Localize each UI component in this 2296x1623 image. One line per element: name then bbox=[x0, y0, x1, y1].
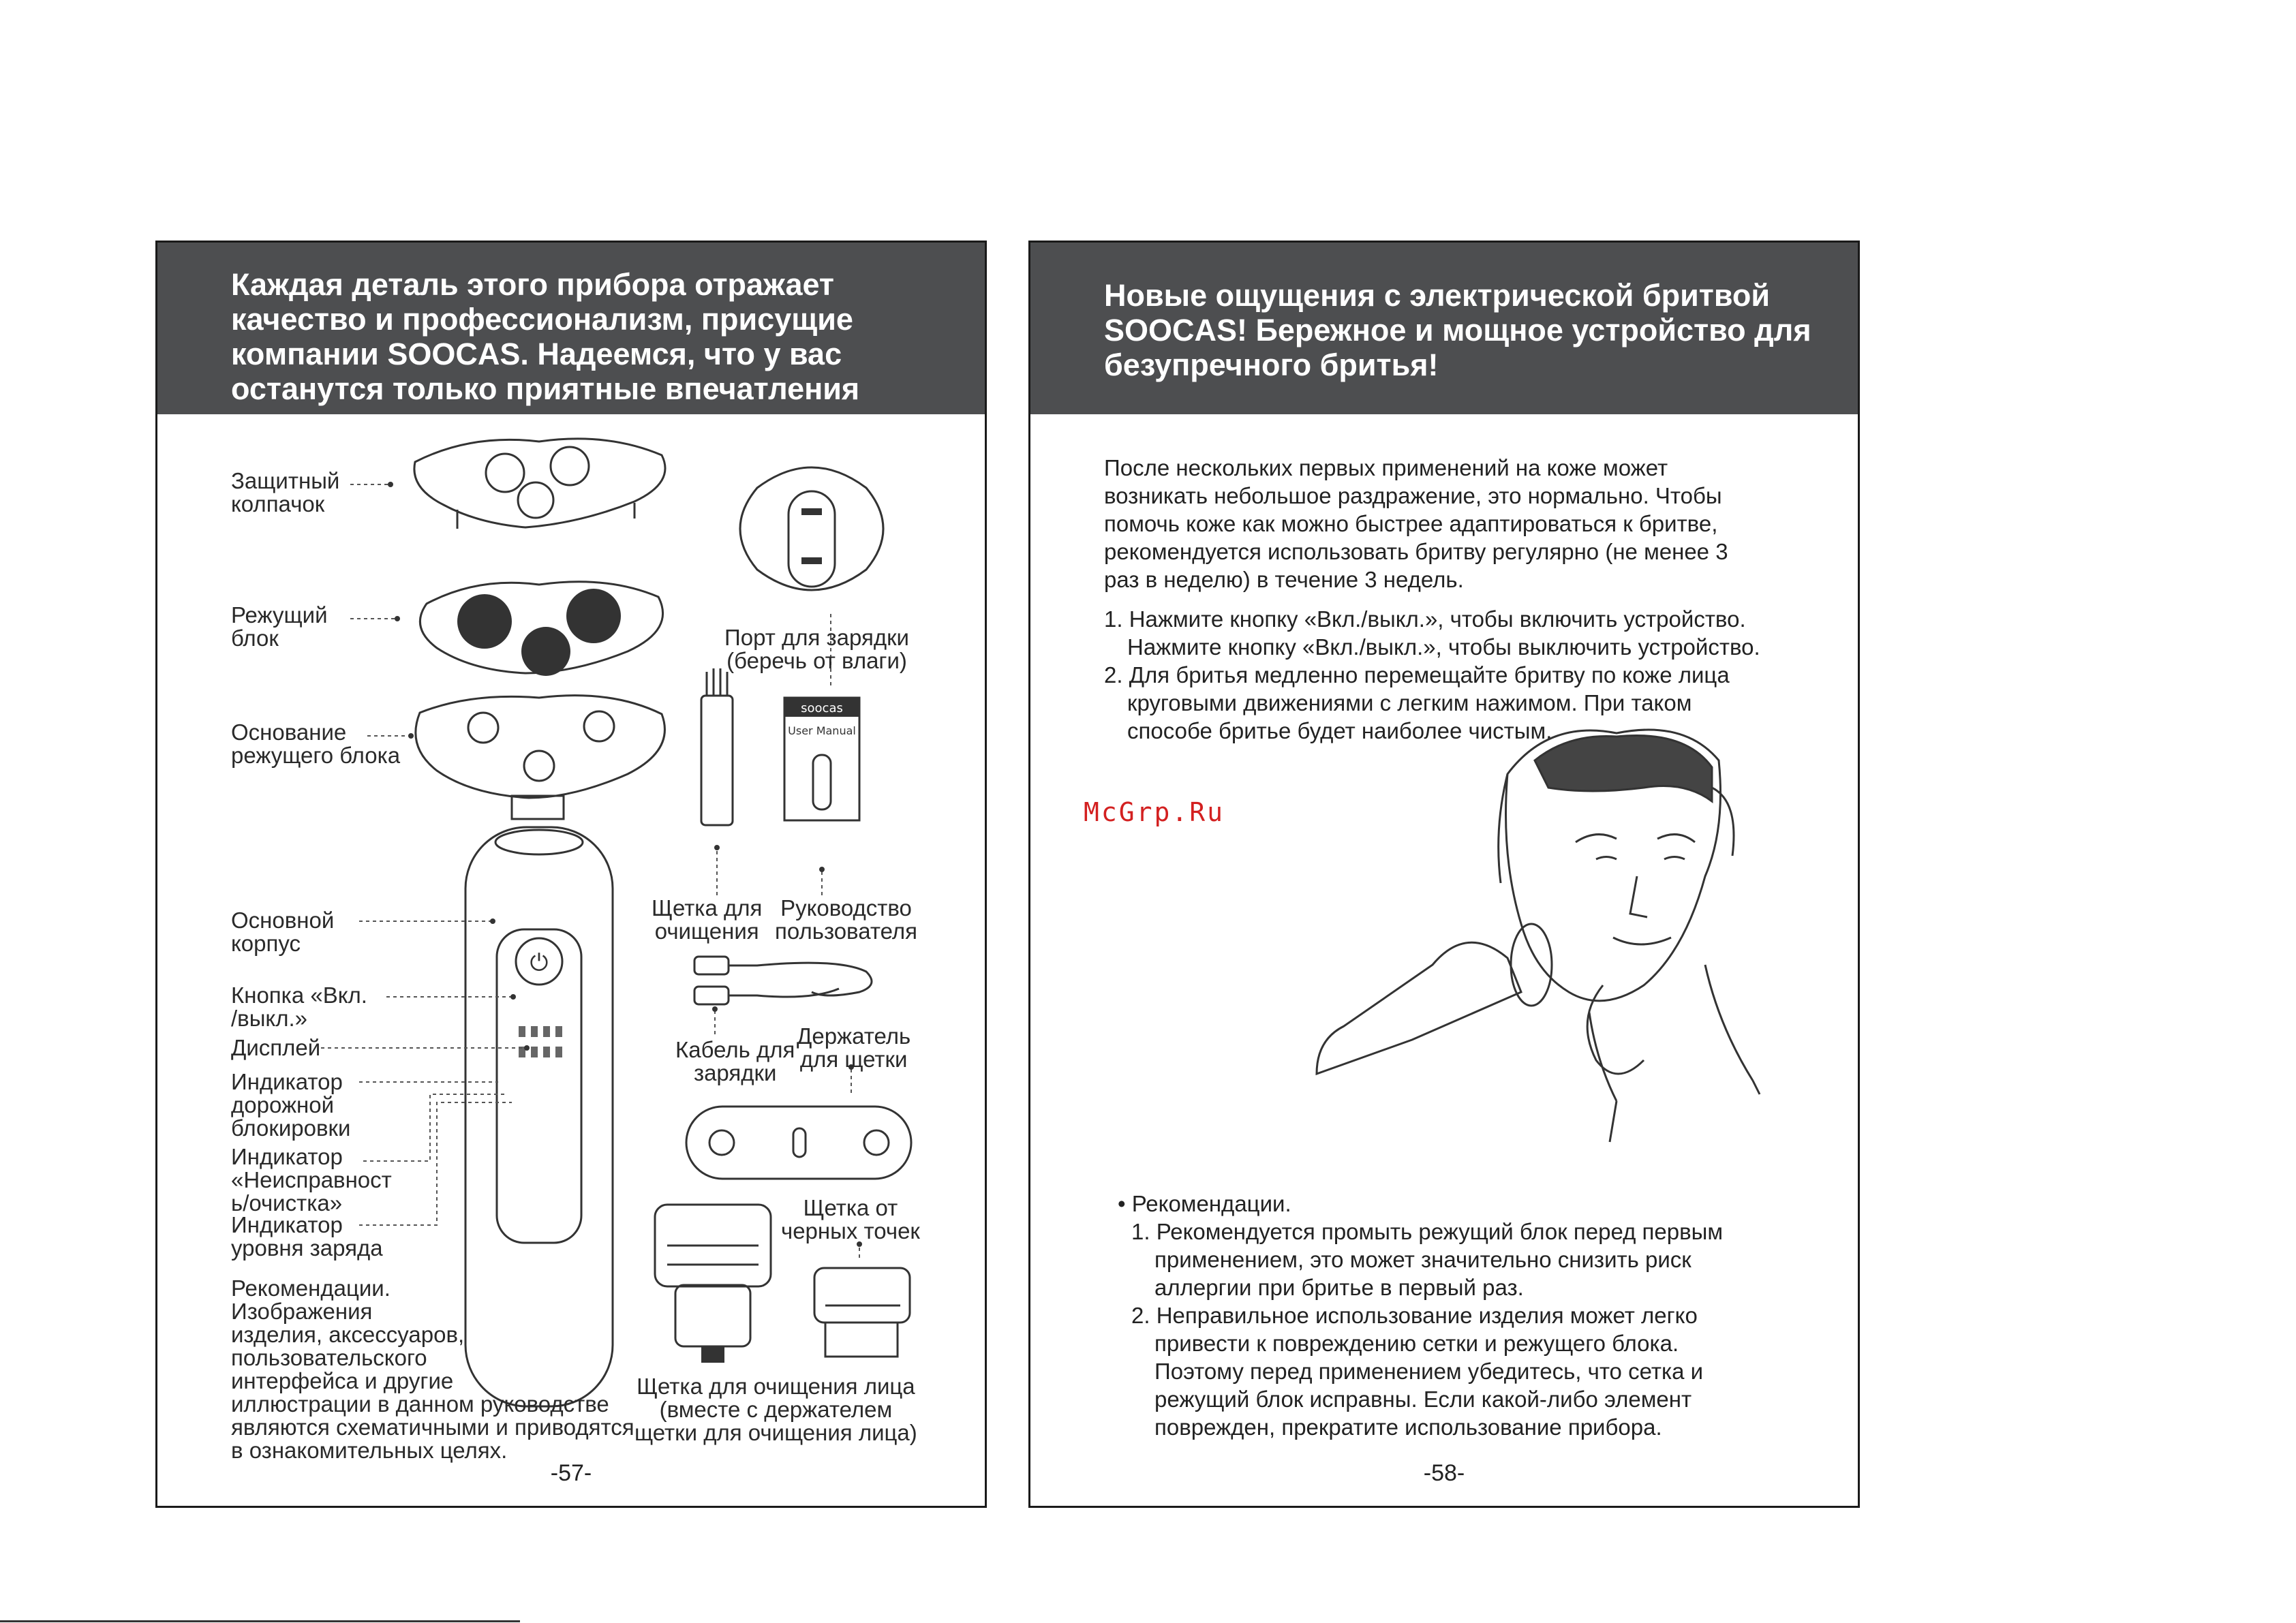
label-charging-cable: Кабель для зарядки bbox=[675, 1037, 795, 1085]
recommendations-title: • Рекомендации. bbox=[1118, 1191, 1291, 1216]
usage-steps: 1. Нажмите кнопку «Вкл./выкл.», чтобы включить устройство. Нажмите кнопку «Вкл./выкл.», чтобы выключить устройство. 2. Для бритья медленно перемещайте бритву по коже лица круговыми движениями с легким нажимом. При таком способе бритье будет наиболее чистым. bbox=[1104, 605, 1840, 745]
watermark: McGrp.Ru bbox=[1084, 797, 1225, 827]
blackhead-brush-drawing bbox=[814, 1268, 910, 1357]
label-charge-level: Индикатор уровня заряда bbox=[231, 1212, 383, 1261]
label-blackhead-brush: Щетка от черных точек bbox=[781, 1195, 920, 1243]
manual-title: User Manual bbox=[788, 724, 856, 737]
banner-line: SOOCAS! Бережное и мощное устройство для bbox=[1104, 313, 1811, 347]
face-brush-drawing bbox=[655, 1205, 771, 1363]
banner-line: качество и профессионализм, присущие bbox=[231, 302, 853, 337]
step-2: 2. Для бритья медленно перемещайте бритву по коже лица bbox=[1104, 662, 1730, 687]
recommendations: • Рекомендации. 1. Рекомендуется промыть режущий блок перед первым применением, это может значительно снизить риск аллергии при бритье в первый раз. 2. Неправильное использование изделия может легко привести к повреждению сетки и режущего блока. Поэтому перед применением убедитесь, что сетка и режущий блок исправны. Если какой-либо элемент поврежден, прекратите использование прибора. bbox=[1118, 1190, 1854, 1441]
label-cutting-unit: Режущий блок bbox=[231, 602, 328, 651]
protective-cap-drawing bbox=[414, 439, 665, 529]
label-charging-port: Порт для зарядки (беречь от влаги) bbox=[724, 625, 909, 673]
label-brush-holder: Держатель для щетки bbox=[797, 1023, 911, 1072]
label-fault-clean: Индикатор «Неисправност ь/очистка» bbox=[231, 1144, 392, 1216]
cutting-unit-drawing bbox=[420, 582, 662, 676]
manual-page-58 bbox=[1028, 241, 1860, 1508]
manual-page-57 bbox=[155, 241, 987, 1508]
power-icon: ⏻ bbox=[530, 949, 549, 976]
charging-port-drawing bbox=[740, 467, 883, 590]
label-note: Рекомендации. Изображения изделия, аксессуаров, пользовательского интерфейса и другие иллюстрации в данном руководстве являются схематичными и приводятся в ознакомительных целях. bbox=[231, 1276, 634, 1463]
label-travel-lock: Индикатор дорожной блокировки bbox=[231, 1069, 351, 1141]
label-display: Дисплей bbox=[231, 1035, 321, 1060]
step-1: 1. Нажмите кнопку «Вкл./выкл.», чтобы включить устройство. bbox=[1104, 606, 1746, 632]
label-power-button: Кнопка «Вкл. /выкл.» bbox=[231, 983, 367, 1031]
recommendation-2: 2. Неправильное использование изделия может легко bbox=[1131, 1303, 1698, 1328]
label-cutting-base: Основание режущего блока bbox=[231, 720, 401, 768]
banner-line: останутся только приятные впечатления bbox=[231, 371, 860, 406]
label-face-brush: Щетка для очищения лица (вместе с держателем щетки для очищения лица) bbox=[634, 1374, 917, 1445]
manual-brand: soocas bbox=[801, 701, 843, 715]
label-cleaning-brush: Щетка для очищения bbox=[652, 895, 763, 944]
charging-cable-drawing bbox=[694, 957, 872, 1004]
label-protective-cap: Защитный колпачок bbox=[231, 468, 340, 516]
user-manual-drawing bbox=[784, 698, 859, 820]
banner-line: компании SOOCAS. Надеемся, что у вас bbox=[231, 337, 842, 371]
recommendation-1: 1. Рекомендуется промыть режущий блок перед первым bbox=[1131, 1219, 1724, 1244]
banner-line: безупречного бритья! bbox=[1104, 347, 1439, 382]
brush-holder-drawing bbox=[686, 1107, 911, 1179]
page-number: -57- bbox=[550, 1460, 592, 1486]
banner-line: Каждая деталь этого прибора отражает bbox=[231, 267, 834, 302]
cutting-base-drawing bbox=[416, 696, 665, 819]
intro-paragraph: После нескольких первых применений на коже может возникать небольшое раздражение, это нормально. Чтобы помочь коже как можно быстрее адаптироваться к бритве, рекомендуется использовать бритву регулярно (не менее 3 раз в неделю) в течение 3 недель. bbox=[1104, 455, 1728, 592]
page-number: -58- bbox=[1423, 1460, 1465, 1486]
banner-line: Новые ощущения с электрической бритвой bbox=[1104, 278, 1771, 313]
label-user-manual: Руководство пользователя bbox=[775, 895, 917, 944]
label-main-body: Основной корпус bbox=[231, 908, 335, 956]
footer-rule bbox=[0, 1620, 520, 1622]
cleaning-brush-drawing bbox=[701, 668, 733, 825]
